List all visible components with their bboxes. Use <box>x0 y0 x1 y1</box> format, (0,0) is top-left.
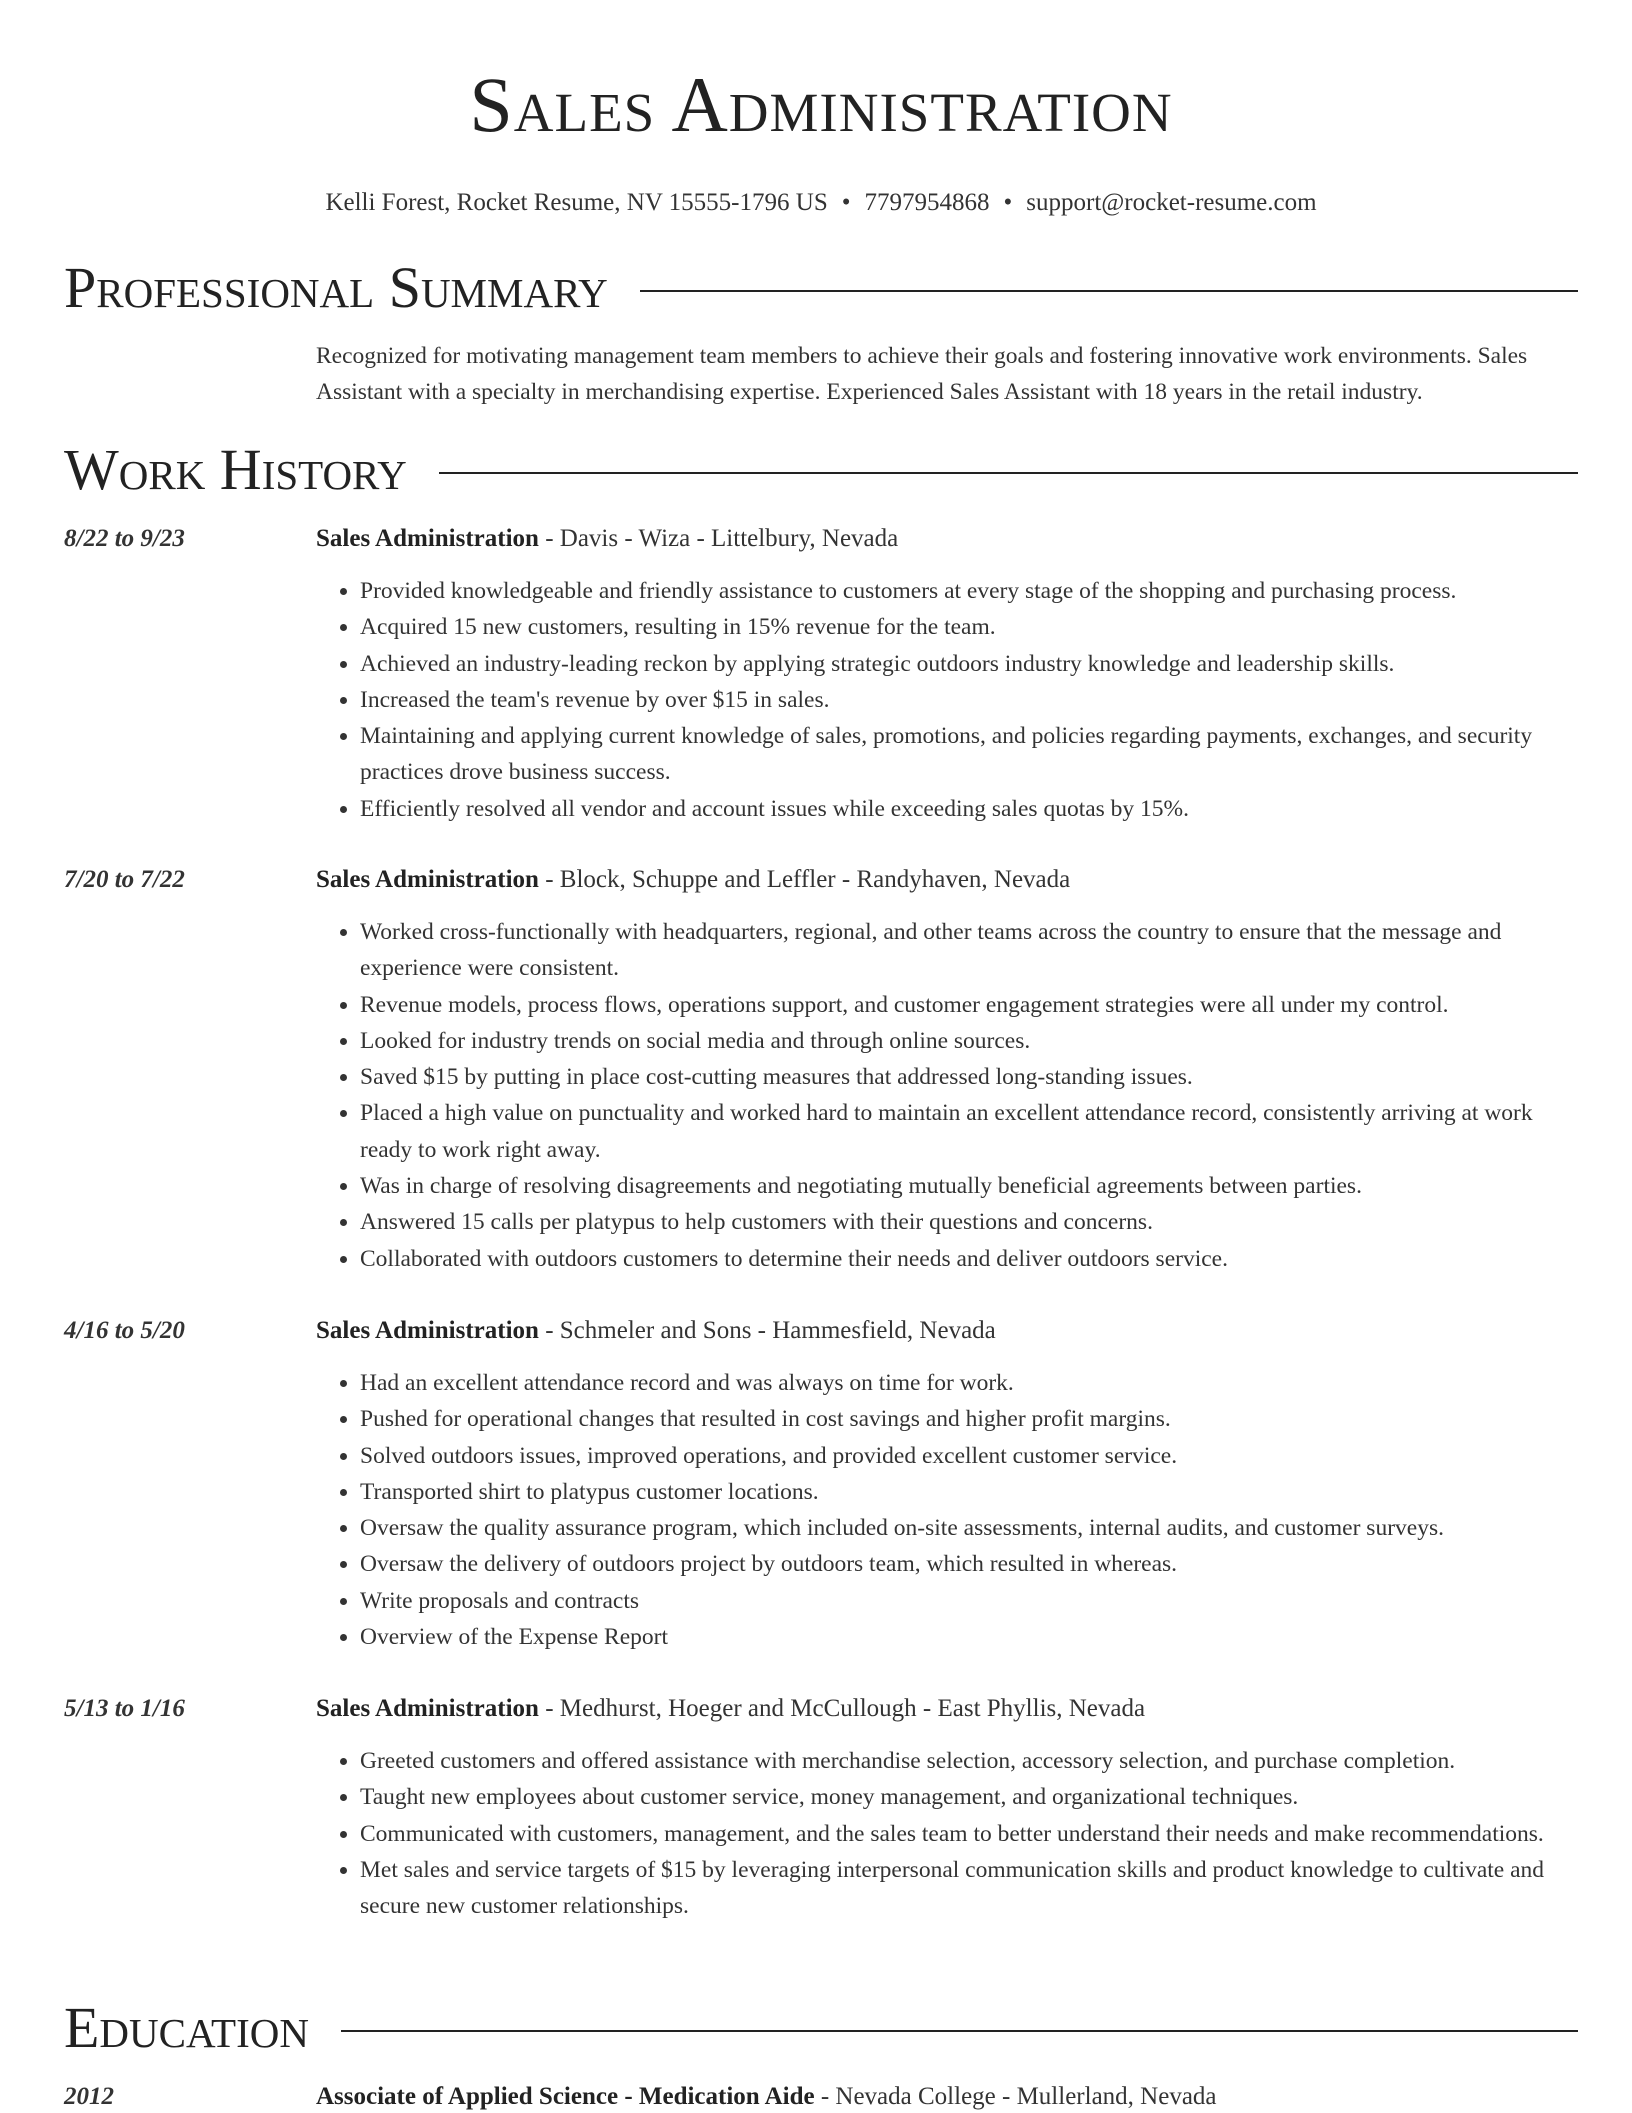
job-dates: 8/22 to 9/23 <box>64 525 185 552</box>
contact-separator: • <box>841 189 851 216</box>
contact-separator: • <box>1003 189 1013 216</box>
education-year: 2012 <box>64 2083 114 2110</box>
job-bullet: • Revenue models, process flows, operations support, and customer engagement strategies were all under my control. <box>360 987 1578 1023</box>
contact-line <box>64 188 1578 218</box>
job-bullet: • Was in charge of resolving disagreements and negotiating mutually beneficial agreements between parties. <box>360 1168 1578 1204</box>
job-entry <box>64 1693 1578 1924</box>
resume-page <box>64 0 1578 2110</box>
job-employer: - Davis - Wiza - Littelbury, Nevada <box>538 525 899 552</box>
job-bullets <box>316 573 1578 827</box>
job-employer: - Schmeler and Sons - Hammesfield, Nevada <box>538 1317 996 1344</box>
job-title: Sales Administration <box>316 1695 539 1722</box>
job-title-line <box>316 1693 1578 1725</box>
summary-text: Recognized for motivating management team members to achieve their goals and fostering innovative work environments. Sales Assistant with a specialty in merchandising expertise. Experienced Sales Assistant with 18 years in the retail industry. <box>316 343 1528 405</box>
job-title-line <box>316 864 1578 896</box>
job-title-line <box>316 523 1578 555</box>
job-bullet: • Write proposals and contracts <box>360 1583 1578 1619</box>
job-bullet: • Met sales and service targets of $15 by leveraging interpersonal communication skills and product knowledge to cultivate and secure new customer relationships. <box>360 1852 1578 1925</box>
job-bullet: • Saved $15 by putting in place cost-cutting measures that addressed long-standing issues. <box>360 1059 1578 1095</box>
education-school: - Nevada College - Mullerland, Nevada <box>814 2083 1217 2110</box>
job-title: Sales Administration <box>316 525 539 552</box>
job-bullet: • Taught new employees about customer service, money management, and organizational techniques. <box>360 1779 1578 1815</box>
job-title: Sales Administration <box>316 866 539 893</box>
job-title-line <box>316 1315 1578 1347</box>
education-degree: Associate of Applied Science - Medication Aide <box>316 2083 815 2110</box>
job-dates: 5/13 to 1/16 <box>64 1695 185 1722</box>
job-entry <box>64 523 1578 827</box>
job-bullet: • Achieved an industry-leading reckon by applying strategic outdoors industry knowledge and leadership skills. <box>360 646 1578 682</box>
job-dates: 4/16 to 5/20 <box>64 1317 185 1344</box>
job-bullet: • Efficiently resolved all vendor and account issues while exceeding sales quotas by 15%. <box>360 791 1578 827</box>
job-bullet: • Provided knowledgeable and friendly assistance to customers at every stage of the shopping and purchasing process. <box>360 573 1578 609</box>
section-title: Education <box>64 1995 309 2060</box>
contact-email: support@rocket-resume.com <box>1026 189 1317 216</box>
section-header-summary <box>64 256 1578 320</box>
job-dates: 7/20 to 7/22 <box>64 866 185 893</box>
education-line <box>316 2081 1578 2113</box>
job-title: Sales Administration <box>316 1317 539 1344</box>
job-bullets <box>316 914 1578 1277</box>
job-bullet: • Greeted customers and offered assistance with merchandise selection, accessory selection, and purchase completion. <box>360 1743 1578 1779</box>
job-bullet: • Pushed for operational changes that resulted in cost savings and higher profit margins. <box>360 1401 1578 1437</box>
section-header-work-history <box>64 438 1578 502</box>
job-entry <box>64 864 1578 1277</box>
job-bullet: • Increased the team's revenue by over $15 in sales. <box>360 682 1578 718</box>
job-bullet: • Oversaw the quality assurance program, which included on-site assessments, internal audits, and customer surveys. <box>360 1510 1578 1546</box>
job-bullet: • Answered 15 calls per platypus to help customers with their questions and concerns. <box>360 1204 1578 1240</box>
section-divider <box>341 2030 1578 2032</box>
section-title: Work History <box>64 437 407 502</box>
section-title: Professional Summary <box>64 255 608 320</box>
job-bullet: • Collaborated with outdoors customers to determine their needs and deliver outdoors service. <box>360 1241 1578 1277</box>
section-divider <box>439 472 1578 474</box>
job-entry <box>64 1315 1578 1655</box>
section-divider <box>640 290 1578 292</box>
section-header-education <box>64 1996 1578 2060</box>
education-entry <box>64 2081 1578 2113</box>
job-bullet: • Communicated with customers, management, and the sales team to better understand their needs and make recommendations. <box>360 1816 1578 1852</box>
job-bullets <box>316 1743 1578 1924</box>
job-bullet: • Placed a high value on punctuality and worked hard to maintain an excellent attendance record, consistently arriving at work ready to work right away. <box>360 1095 1578 1168</box>
job-employer: - Block, Schuppe and Leffler - Randyhaven, Nevada <box>538 866 1071 893</box>
job-bullet: • Looked for industry trends on social media and through online sources. <box>360 1023 1578 1059</box>
contact-phone: 7797954868 <box>864 189 990 216</box>
resume-name: Sales Administration <box>469 61 1173 148</box>
job-bullet: • Overview of the Expense Report <box>360 1619 1578 1655</box>
contact-address: Kelli Forest, Rocket Resume, NV 15555-1796 US <box>325 189 828 216</box>
job-bullet: • Oversaw the delivery of outdoors project by outdoors team, which resulted in whereas. <box>360 1546 1578 1582</box>
job-employer: - Medhurst, Hoeger and McCullough - East Phyllis, Nevada <box>538 1695 1146 1722</box>
job-bullet: • Worked cross-functionally with headquarters, regional, and other teams across the country to ensure that the message and experience were consistent. <box>360 914 1578 987</box>
job-bullet: • Solved outdoors issues, improved operations, and provided excellent customer service. <box>360 1438 1578 1474</box>
job-bullet: • Had an excellent attendance record and was always on time for work. <box>360 1365 1578 1401</box>
job-bullets <box>316 1365 1578 1655</box>
job-bullet: • Maintaining and applying current knowledge of sales, promotions, and policies regarding payments, exchanges, and security practices drove business success. <box>360 718 1578 791</box>
job-bullet: • Transported shirt to platypus customer locations. <box>360 1474 1578 1510</box>
job-bullet: • Acquired 15 new customers, resulting in 15% revenue for the team. <box>360 609 1578 645</box>
